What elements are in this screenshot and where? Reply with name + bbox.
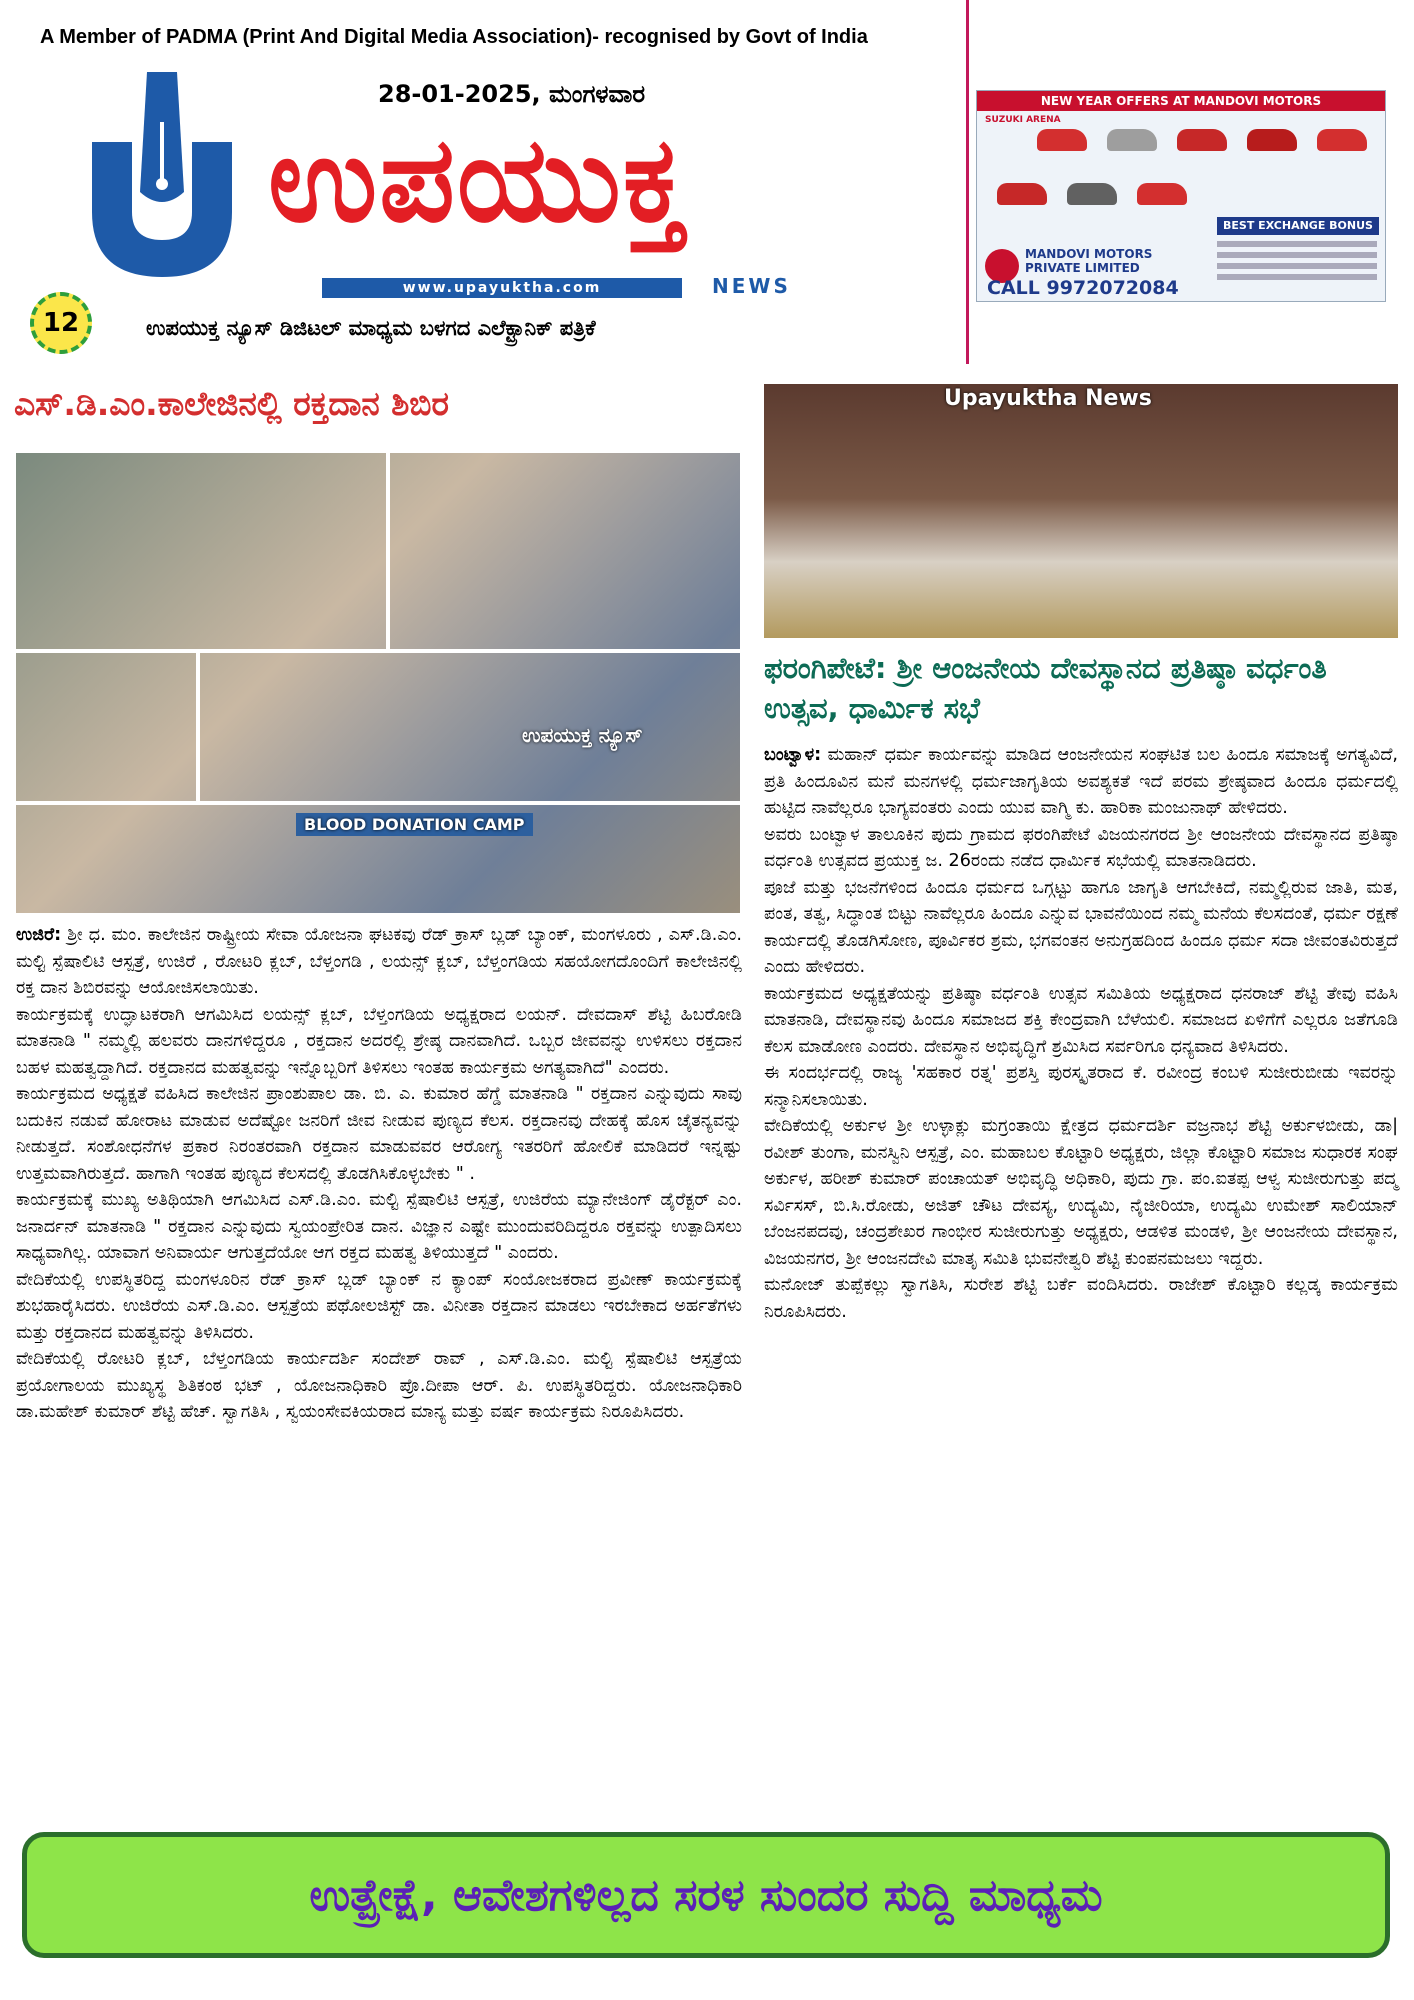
article-paragraph: ಈ ಸಂದರ್ಭದಲ್ಲಿ ರಾಜ್ಯ 'ಸಹಕಾರ ರತ್ನ' ಪ್ರಶಸ್ತಿ ಪುರಸ್ಕೃತರಾದ ಕೆ. ರವೀಂದ್ರ ಕಂಬಳಿ ಸುಜೀರುಬೀಡು ಇವರನ್ನು ಸನ್ಮಾನಿಸಲಾಯಿತು.: [764, 1063, 1398, 1110]
car-icon: [997, 183, 1047, 205]
ad-brand: SUZUKI ARENA: [985, 115, 1061, 125]
article-paragraph: ವೇದಿಕೆಯಲ್ಲಿ ಉಪಸ್ಥಿತರಿದ್ದ ಮಂಗಳೂರಿನ ರೆಡ್ ಕ್ರಾಸ್ ಬ್ಲಡ್ ಬ್ಯಾಂಕ್ ನ ಕ್ಯಾಂಪ್ ಸಂಯೋಜಕರಾದ ಪ್ರವೀಣ್ ಕಾರ್ಯಕ್ರಮಕ್ಕೆ ಶುಭಹಾರೈಸಿದರು. ಉಜಿರೆಯ ಎಸ್.ಡಿ.ಎಂ. ಆಸ್ಪತ್ರೆಯ ಪಥೋಲಜಿಸ್ಟ್ ಡಾ. ವಿನೀತಾ ರಕ್ತದಾನ ಮಾಡಲು ಇರಬೇಕಾದ ಅರ್ಹತೆಗಳು ಮತ್ತು ರಕ್ತದಾನದ ಮಹತ್ವವನ್ನು ತಿಳಿಸಿದರು.: [16, 1269, 742, 1343]
photo-banner-text: BLOOD DONATION CAMP: [296, 813, 533, 836]
masthead-divider: [966, 0, 969, 364]
brand-title: ಉಪಯುಕ್ತ: [268, 110, 688, 248]
article-paragraph: ಕಾರ್ಯಕ್ರಮದ ಅಧ್ಯಕ್ಷತೆ ವಹಿಸಿದ ಕಾಲೇಜಿನ ಪ್ರಾಂಶುಪಾಲ ಡಾ. ಬಿ. ಎ. ಕುಮಾರ ಹೆಗ್ಡೆ ಮಾತನಾಡಿ " ರಕ್ತದಾನ ಎನ್ನುವುದು ಸಾವು ಬದುಕಿನ ನಡುವೆ ಹೋರಾಟ ಮಾಡುವ ಅದೆಷ್ಟೋ ಜನರಿಗೆ ಜೀವ ನೀಡುವ ಪುಣ್ಯದ ಕೆಲಸ. ರಕ್ತದಾನವು ದೇಹಕ್ಕೆ ಹೊಸ ಚೈತನ್ಯವನ್ನು ನೀಡುತ್ತದೆ. ಸಂಶೋಧನೆಗಳ ಪ್ರಕಾರ ನಿರಂತರವಾಗಿ ರಕ್ತದಾನ ಮಾಡುವವರ ಆರೋಗ್ಯ ಇತರರಿಗೆ ಹೋಲಿಕೆ ಮಾಡಿದರೆ ಇನ್ನಷ್ಟು ಉತ್ತಮವಾಗಿರುತ್ತದೆ. ಹಾಗಾಗಿ ಇಂತಹ ಪುಣ್ಯದ ಕೆಲಸದಲ್ಲಿ ತೊಡಗಿಸಿಕೊಳ್ಳಬೇಕು " .: [16, 1084, 742, 1184]
car-icon: [1317, 129, 1367, 151]
article-paragraph: ಕಾರ್ಯಕ್ರಮಕ್ಕೆ ಮುಖ್ಯ ಅತಿಥಿಯಾಗಿ ಆಗಮಿಸಿದ ಎಸ್.ಡಿ.ಎಂ. ಮಲ್ಟಿ ಸ್ಪೆಷಾಲಿಟಿ ಆಸ್ಪತ್ರೆ, ಉಜಿರೆಯ ಮ್ಯಾನೇಜಿಂಗ್ ಡೈರೆಕ್ಟರ್ ಎಂ. ಜನಾರ್ದನ್ ಮಾತನಾಡಿ " ರಕ್ತದಾನ ಎನ್ನುವುದು ಸ್ವಯಂಪ್ರೇರಿತ ದಾನ. ವಿಜ್ಞಾನ ಎಷ್ಟೇ ಮುಂದುವರಿದಿದ್ದರೂ ರಕ್ತವನ್ನು ಉತ್ಪಾದಿಸಲು ಸಾಧ್ಯವಾಗಿಲ್ಲ. ಯಾವಾಗ ಅನಿವಾರ್ಯ ಆಗುತ್ತದೆಯೋ ಆಗ ರಕ್ತದ ಮಹತ್ವ ತಿಳಿಯುತ್ತದೆ " ಎಂದರು.: [16, 1190, 742, 1263]
car-icon: [1247, 129, 1297, 151]
right-article-body: [764, 742, 1398, 1325]
dateline: ಉಜಿರೆ:: [16, 925, 62, 945]
article-paragraph: ಉಜಿರೆ: ಶ್ರೀ ಧ. ಮಂ. ಕಾಲೇಜಿನ ರಾಷ್ಟ್ರೀಯ ಸೇವಾ ಯೋಜನಾ ಘಟಕವು ರೆಡ್ ಕ್ರಾಸ್ ಬ್ಲಡ್ ಬ್ಯಾಂಕ್, ಮಂಗಳೂರು , ಎಸ್.ಡಿ.ಎಂ. ಮಲ್ಟಿ ಸ್ಪೆಷಾಲಿಟಿ ಆಸ್ಪತ್ರೆ, ಉಜಿರೆ , ರೋಟರಿ ಕ್ಲಬ್, ಬೆಳ್ತಂಗಡಿ , ಲಯನ್ಸ್ ಕ್ಲಬ್, ಬೆಳ್ತಂಗಡಿಯ ಸಹಯೋಗದೊಂದಿಗೆ ಕಾಲೇಜಿನಲ್ಲಿ ರಕ್ತ ದಾನ ಶಿಬಿರವನ್ನು ಆಯೋಜಿಸಲಾಯಿತು.: [16, 925, 742, 998]
issue-number-badge: 12: [30, 292, 92, 354]
article-paragraph: ವೇದಿಕೆಯಲ್ಲಿ ಅರ್ಕುಳ ಶ್ರೀ ಉಳ್ಳಾಕ್ಲು ಮಗ್ರಂತಾಯಿ ಕ್ಷೇತ್ರದ ಧರ್ಮದರ್ಶಿ ವಜ್ರನಾಭ ಶೆಟ್ಟಿ ಅರ್ಕುಳಬೀಡು, ಡಾ| ರವೀಶ್ ತುಂಗಾ, ಮನಸ್ವಿನಿ ಆಸ್ಪತ್ರೆ, ಎಂ. ಮಹಾಬಲ ಕೊಟ್ಟಾರಿ ಅಧ್ಯಕ್ಷರು, ಜಿಲ್ಲಾ ಕೊಟ್ಟಾರಿ ಸಮಾಜ ಸುಧಾರಕ ಸಂಘ ಅರ್ಕುಳ, ಹರೀಶ್ ಕುಮಾರ್ ಪಂಚಾಯತ್ ಅಭಿವೃದ್ಧಿ ಅಧಿಕಾರಿ, ಪುದು ಗ್ರಾ. ಪಂ.ಐತಪ್ಪ ಆಳ್ವ ಸುಜೀರುಗುತ್ತು ಪದ್ಮ ಸರ್ವಿಸಸ್, ಬಿ.ಸಿ.ರೋಡು, ಅಜಿತ್ ಚೌಟ ದೇವಸ್ಯ, ಉದ್ಯಮಿ, ನೈಜೀರಿಯಾ, ಉದ್ಯಮಿ ಉಮೇಶ್ ಸಾಲಿಯಾನ್ ಬೆಂಜನಪದವು, ಚಂದ್ರಶೇಖರ ಗಾಂಭೀರ ಸುಜೀರುಗುತ್ತು ಅಧ್ಯಕ್ಷರು, ಆಡಳಿತ ಮಂಡಳಿ, ಶ್ರೀ ಆಂಜನೇಯ ದೇವಸ್ಥಾನ, ವಿಜಯನಗರ, ಶ್ರೀ ಆಂಜನದೇವಿ ಮಾತೃ ಸಮಿತಿ ಭುವನೇಶ್ವರಿ ಶೆಟ್ಟಿ ಕುಂಪನಮಜಲು ಇದ್ದರು.: [764, 1116, 1398, 1269]
ad-fine-print: [1217, 241, 1377, 285]
left-article-body: [16, 922, 742, 1426]
slogan-text: ಉತ್ಪ್ರೇಕ್ಷೆ, ಆವೇಶಗಳಿಲ್ಲದ ಸರಳ ಸುಂದರ ಸುದ್ದಿ ಮಾಧ್ಯಮ: [309, 1869, 1103, 1921]
photo-watermark: Upayuktha News: [944, 386, 1152, 411]
right-article-headline[interactable]: ಫರಂಗಿಪೇಟೆ: ಶ್ರೀ ಆಂಜನೇಯ ದೇವಸ್ಥಾನದ ಪ್ರತಿಷ್ಠಾ ವರ್ಧಂತಿ ಉತ್ಸವ, ಧಾರ್ಮಿಕ ಸಭೆ: [764, 651, 1327, 725]
pen-nib-logo-icon: [72, 62, 252, 292]
masthead-tagline: ಉಪಯುಕ್ತ ನ್ಯೂಸ್ ಡಿಜಿಟಲ್ ಮಾಧ್ಯಮ ಬಳಗದ ಎಲೆಕ್ಟ್ರಾನಿಕ್ ಪತ್ರಿಕೆ: [146, 316, 596, 340]
ad-company-name: MANDOVI MOTORS PRIVATE LIMITED: [1025, 247, 1153, 275]
temple-event-photo: [764, 384, 1398, 638]
car-icon: [1137, 183, 1187, 205]
car-icon: [1107, 129, 1157, 151]
photo-watermark: ಉಪಯುಕ್ತ ನ್ಯೂಸ್: [522, 723, 643, 747]
left-article-headline[interactable]: ಎಸ್.ಡಿ.ಎಂ.ಕಾಲೇಜಿನಲ್ಲಿ ರಕ್ತದಾನ ಶಿಬಿರ: [14, 384, 449, 423]
slogan-banner: [22, 1832, 1390, 1958]
membership-line: A Member of PADMA (Print And Digital Media Association)- recognised by Govt of India: [40, 26, 868, 48]
ad-phone-number[interactable]: CALL 9972072084: [987, 277, 1179, 299]
article-paragraph: ಬಂಟ್ವಾಳ: ಮಹಾನ್ ಧರ್ಮ ಕಾರ್ಯವನ್ನು ಮಾಡಿದ ಆಂಜನೇಯನ ಸಂಘಟಿತ ಬಲ ಹಿಂದೂ ಸಮಾಜಕ್ಕೆ ಅಗತ್ಯವಿದೆ, ಪ್ರತಿ ಹಿಂದೂವಿನ ಮನೆ ಮನಗಳಲ್ಲಿ ಧರ್ಮಜಾಗೃತಿಯ ಅವಶ್ಯಕತೆ ಇದೆ ಪರಮ ಶ್ರೇಷ್ಠವಾದ ಹಿಂದೂ ಧರ್ಮದಲ್ಲಿ ಹುಟ್ಟಿದ ನಾವೆಲ್ಲರೂ ಭಾಗ್ಯವಂತರು ಎಂದು ಯುವ ವಾಗ್ಮಿ ಕು. ಹಾರಿಕಾ ಮಂಜುನಾಥ್ ಹೇಳಿದರು.: [764, 745, 1398, 818]
article-paragraph: ಕಾರ್ಯಕ್ರಮದ ಅಧ್ಯಕ್ಷತೆಯನ್ನು ಪ್ರತಿಷ್ಠಾ ವರ್ಧಂತಿ ಉತ್ಸವ ಸಮಿತಿಯ ಅಧ್ಯಕ್ಷರಾದ ಧನರಾಜ್ ಶೆಟ್ಟಿ ತೇವು ವಹಿಸಿ ಮಾತನಾಡಿ, ದೇವಸ್ಥಾನವು ಹಿಂದೂ ಸಮಾಜದ ಶಕ್ತಿ ಕೇಂದ್ರವಾಗಿ ಬೆಳೆಯಲಿ. ಸಮಾಜದ ಏಳಿಗೆಗೆ ಎಲ್ಲರೂ ಜತೆಗೂಡಿ ಕೆಲಸ ಮಾಡೋಣ ಎಂದರು. ದೇವಸ್ಥಾನ ಅಭಿವೃದ್ಧಿಗೆ ಶ್ರಮಿಸಿದ ಸರ್ವರಿಗೂ ಧನ್ಯವಾದ ತಿಳಿಸಿದರು.: [764, 983, 1398, 1057]
website-url[interactable]: www.upayuktha.com: [322, 278, 682, 298]
issue-date: 28-01-2025, ಮಂಗಳವಾರ: [378, 80, 646, 108]
dateline: ಬಂಟ್ವಾಳ:: [764, 745, 822, 765]
article-paragraph: ಅವರು ಬಂಟ್ವಾಳ ತಾಲೂಕಿನ ಪುದು ಗ್ರಾಮದ ಫರಂಗಿಪೇಟೆ ವಿಜಯನಗರದ ಶ್ರೀ ಆಂಜನೇಯ ದೇವಸ್ಥಾನದ ಪ್ರತಿಷ್ಠಾ ವರ್ಧಂತಿ ಉತ್ಸವದ ಪ್ರಯುಕ್ತ ಜ. 26ರಂದು ನಡೆದ ಧಾರ್ಮಿಕ ಸಭೆಯಲ್ಲಿ ಮಾತನಾಡಿದರು.: [764, 824, 1398, 871]
article-paragraph: ಮನೋಜ್ ತುಪ್ಪೆಕಲ್ಲು ಸ್ವಾಗತಿಸಿ, ಸುರೇಶ ಶೆಟ್ಟಿ ಬರ್ಕೆ ವಂದಿಸಿದರು. ರಾಜೇಶ್ ಕೊಟ್ಟಾರಿ ಕಲ್ಲಡ್ಕ ಕಾರ್ಯಕ್ರಮ ನಿರೂಪಿಸಿದರು.: [764, 1275, 1398, 1322]
car-dealer-advertisement[interactable]: [976, 90, 1386, 302]
article-paragraph: ಕಾರ್ಯಕ್ರಮಕ್ಕೆ ಉದ್ಘಾಟಕರಾಗಿ ಆಗಮಿಸಿದ ಲಯನ್ಸ್ ಕ್ಲಬ್, ಬೆಳ್ತಂಗಡಿಯ ಅಧ್ಯಕ್ಷರಾದ ಲಯನ್. ದೇವದಾಸ್ ಶೆಟ್ಟಿ ಹಿಬರೋಡಿ ಮಾತನಾಡಿ " ನಮ್ಮಲ್ಲಿ ಹಲವರು ದಾನಗಳಿದ್ದರೂ , ರಕ್ತದಾನ ಅದರಲ್ಲಿ ಶ್ರೇಷ್ಠ ದಾನವಾಗಿದೆ. ಒಬ್ಬರ ಜೀವವನ್ನು ಉಳಿಸಲು ರಕ್ತದಾನ ಬಹಳ ಮಹತ್ವದ್ದಾಗಿದೆ. ರಕ್ತದಾನದ ಮಹತ್ವವನ್ನು ಇನ್ನೊಬ್ಬರಿಗೆ ತಿಳಿಸಲು ಇಂತಹ ಕಾರ್ಯಕ್ರಮ ಅಗತ್ಯವಾಗಿದೆ" ಎಂದರು.: [16, 1004, 742, 1078]
article-paragraph: ವೇದಿಕೆಯಲ್ಲಿ ರೋಟರಿ ಕ್ಲಬ್, ಬೆಳ್ತಂಗಡಿಯ ಕಾರ್ಯದರ್ಶಿ ಸಂದೇಶ್ ರಾವ್ , ಎಸ್.ಡಿ.ಎಂ. ಮಲ್ಟಿ ಸ್ಪೆಷಾಲಿಟಿ ಆಸ್ಪತ್ರೆಯ ಪ್ರಯೋಗಾಲಯ ಮುಖ್ಯಸ್ಥ ಶಿತಿಕಂಠ ಭಟ್ , ಯೋಜನಾಧಿಕಾರಿ ಪ್ರೊ.ದೀಪಾ ಆರ್. ಪಿ. ಉಪಸ್ಥಿತರಿದ್ದರು. ಯೋಜನಾಧಿಕಾರಿ ಡಾ.ಮಹೇಶ್ ಕುಮಾರ್ ಶೆಟ್ಟಿ ಹೆಚ್. ಸ್ವಾಗತಿಸಿ , ಸ್ವಯಂಸೇವಕಿಯರಾದ ಮಾನ್ಯ ಮತ್ತು ವರ್ಷ ಕಾರ್ಯಕ್ರಮ ನಿರೂಪಿಸಿದರು.: [16, 1349, 742, 1422]
car-icon: [1037, 129, 1087, 151]
car-icon: [1067, 183, 1117, 205]
news-tag: NEWS: [712, 274, 791, 298]
article-paragraph: ಪೂಜೆ ಮತ್ತು ಭಜನೆಗಳಿಂದ ಹಿಂದೂ ಧರ್ಮದ ಒಗ್ಗಟ್ಟು ಹಾಗೂ ಜಾಗೃತಿ ಆಗಬೇಕಿದೆ, ನಮ್ಮಲ್ಲಿರುವ ಜಾತಿ, ಮತ, ಪಂತ, ತತ್ವ, ಸಿದ್ಧಾಂತ ಬಿಟ್ಟು ನಾವೆಲ್ಲರೂ ಹಿಂದೂ ಎನ್ನುವ ಭಾವನೆಯಿಂದ ನಮ್ಮ ಮನೆಯ ಕೆಲಸದಂತೆ, ಧರ್ಮ ರಕ್ಷಣೆ ಕಾರ್ಯದಲ್ಲಿ ತೊಡಗಿಸೋಣ, ಪೂರ್ವಿಕರ ಶ್ರಮ, ಭಗವಂತನ ಅನುಗ್ರಹದಿಂದ ಹಿಂದೂ ಧರ್ಮ ಸದಾ ಜೀವಂತವಿರುತ್ತದೆ ಎಂದು ಹೇಳಿದರು.: [764, 877, 1398, 977]
blood-donation-photo-collage: [16, 453, 740, 913]
car-icon: [1177, 129, 1227, 151]
ad-offer-banner: NEW YEAR OFFERS AT MANDOVI MOTORS: [977, 91, 1385, 111]
ad-exchange-bonus: BEST EXCHANGE BONUS: [1217, 217, 1379, 235]
